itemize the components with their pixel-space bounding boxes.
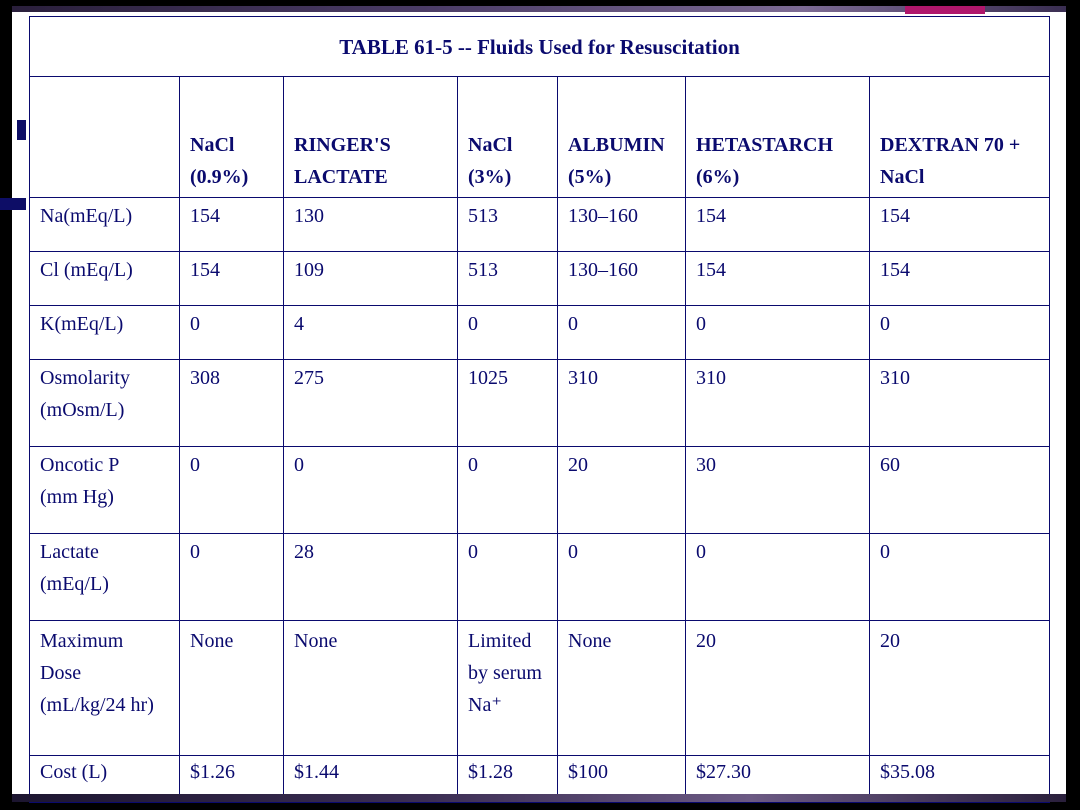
table-cell (458, 360, 558, 447)
table-cell (870, 198, 1050, 252)
header-cell-blank (30, 77, 180, 198)
column-header-row (30, 77, 1050, 198)
cell-line: 154 (880, 259, 910, 281)
cell-line: 308 (190, 367, 220, 389)
table-cell (458, 198, 558, 252)
cell-line: 20 (880, 630, 900, 652)
cell-line: None (568, 630, 612, 652)
cell-line: 0 (190, 454, 200, 476)
row-label-line: Cost (L) (40, 761, 108, 783)
cell-line: $27.30 (696, 761, 751, 783)
cell-line: 0 (696, 313, 706, 335)
cell-line: 109 (294, 259, 324, 281)
header-cell-ringers-lactate (284, 77, 458, 198)
cell-line: Limited (468, 630, 532, 652)
row-label (30, 447, 180, 534)
row-label-line: Oncotic P (40, 454, 120, 476)
table-cell (180, 198, 284, 252)
cell-line: Na⁺ (468, 694, 502, 716)
table-cell (870, 252, 1050, 306)
cell-line: 154 (190, 205, 220, 227)
header-cell-albumin (558, 77, 686, 198)
cell-line: 275 (294, 367, 324, 389)
magenta-accent-bar (905, 6, 985, 14)
table-cell (558, 621, 686, 756)
cell-line: 28 (294, 541, 314, 563)
bottom-accent-strip (12, 794, 1066, 802)
table-cell (558, 360, 686, 447)
cell-line: $1.44 (294, 761, 339, 783)
table-cell (558, 252, 686, 306)
cell-line: 0 (294, 454, 304, 476)
table-cell (180, 360, 284, 447)
table-cell (558, 306, 686, 360)
cell-line: 513 (468, 205, 498, 227)
table-cell (458, 306, 558, 360)
cell-line: 130 (294, 205, 324, 227)
cell-line: $35.08 (880, 761, 935, 783)
header-line: (6%) (696, 166, 740, 188)
header-line: (5%) (568, 166, 612, 188)
table-cell (870, 360, 1050, 447)
table-cell (284, 306, 458, 360)
table-cell (180, 534, 284, 621)
cell-line: 513 (468, 259, 498, 281)
header-line: NaCl (880, 166, 925, 188)
table-cell (686, 252, 870, 306)
table-cell (458, 621, 558, 756)
cell-line: by serum (468, 662, 542, 684)
cell-line: 130–160 (568, 205, 638, 227)
table-row (30, 447, 1050, 534)
header-line: (0.9%) (190, 166, 249, 188)
table-cell (180, 306, 284, 360)
row-label-line: K(mEq/L) (40, 313, 124, 335)
cell-line: 130–160 (568, 259, 638, 281)
table-cell (686, 447, 870, 534)
row-label (30, 534, 180, 621)
table-cell (558, 198, 686, 252)
cell-line: 0 (880, 541, 890, 563)
row-label-line: (mEq/L) (40, 573, 109, 595)
slide-frame (12, 6, 1066, 802)
cell-line: 0 (468, 541, 478, 563)
header-line: NaCl (468, 134, 513, 156)
table-cell (870, 534, 1050, 621)
side-accent-mark (0, 198, 26, 210)
table-cell (284, 534, 458, 621)
table-cell (686, 360, 870, 447)
table-cell (458, 447, 558, 534)
table-cell (686, 534, 870, 621)
table-title: TABLE 61-5 -- Fluids Used for Resuscitation (30, 17, 1050, 77)
table-cell (870, 621, 1050, 756)
cell-line: 0 (568, 313, 578, 335)
cell-line: 154 (696, 259, 726, 281)
table-cell (458, 534, 558, 621)
cell-line: $1.26 (190, 761, 235, 783)
table-title-row (30, 17, 1050, 77)
cell-line: 310 (696, 367, 726, 389)
cell-line: 0 (696, 541, 706, 563)
table-cell (558, 447, 686, 534)
cell-line: 0 (880, 313, 890, 335)
header-cell-dextran (870, 77, 1050, 198)
cell-line: 0 (568, 541, 578, 563)
table-cell (558, 534, 686, 621)
table-cell (458, 252, 558, 306)
cell-line: None (294, 630, 338, 652)
header-cell-hetastarch (686, 77, 870, 198)
row-label (30, 360, 180, 447)
cell-line: 1025 (468, 367, 508, 389)
table-row (30, 621, 1050, 756)
table-cell (686, 621, 870, 756)
row-label-line: (mL/kg/24 hr) (40, 694, 154, 716)
table-cell (686, 198, 870, 252)
row-label (30, 198, 180, 252)
header-line: ALBUMIN (568, 134, 665, 156)
cell-line: 4 (294, 313, 304, 335)
cell-line: 30 (696, 454, 716, 476)
row-label (30, 621, 180, 756)
cell-line: 0 (468, 454, 478, 476)
table-cell (180, 621, 284, 756)
table-row (30, 252, 1050, 306)
header-line: NaCl (190, 134, 235, 156)
cell-line: 0 (468, 313, 478, 335)
row-label-line: Na(mEq/L) (40, 205, 133, 227)
table-cell (284, 360, 458, 447)
row-label (30, 252, 180, 306)
row-label-line: Osmolarity (40, 367, 130, 389)
row-label-line: Maximum (40, 630, 124, 652)
cell-line: 154 (190, 259, 220, 281)
table-cell (870, 447, 1050, 534)
table-cell (870, 306, 1050, 360)
table-cell (180, 447, 284, 534)
fluids-table (29, 16, 1050, 803)
row-label-line: Lactate (40, 541, 99, 563)
table-cell (284, 252, 458, 306)
header-line: DEXTRAN 70 + (880, 134, 1021, 156)
cell-line: 154 (696, 205, 726, 227)
cell-line: 0 (190, 313, 200, 335)
table-row (30, 306, 1050, 360)
cell-line: $1.28 (468, 761, 513, 783)
header-line: RINGER'S (294, 134, 391, 156)
cell-line: None (190, 630, 234, 652)
header-line: (3%) (468, 166, 512, 188)
table-row (30, 198, 1050, 252)
row-label-line: Cl (mEq/L) (40, 259, 133, 281)
row-label-line: (mOsm/L) (40, 399, 125, 421)
side-accent-mark-small (17, 120, 26, 140)
cell-line: 20 (568, 454, 588, 476)
table-cell (284, 447, 458, 534)
header-line: LACTATE (294, 166, 388, 188)
cell-line: 154 (880, 205, 910, 227)
cell-line: 310 (568, 367, 598, 389)
table-row (30, 360, 1050, 447)
header-line: HETASTARCH (696, 134, 834, 156)
table-cell (284, 198, 458, 252)
table-cell (180, 252, 284, 306)
table-cell (686, 306, 870, 360)
row-label-line: Dose (40, 662, 82, 684)
header-cell-nacl-09 (180, 77, 284, 198)
cell-line: 60 (880, 454, 900, 476)
table-row (30, 534, 1050, 621)
cell-line: 310 (880, 367, 910, 389)
row-label-line: (mm Hg) (40, 486, 114, 508)
cell-line: $100 (568, 761, 608, 783)
cell-line: 0 (190, 541, 200, 563)
header-cell-nacl-3 (458, 77, 558, 198)
table-cell (284, 621, 458, 756)
row-label (30, 306, 180, 360)
cell-line: 20 (696, 630, 716, 652)
